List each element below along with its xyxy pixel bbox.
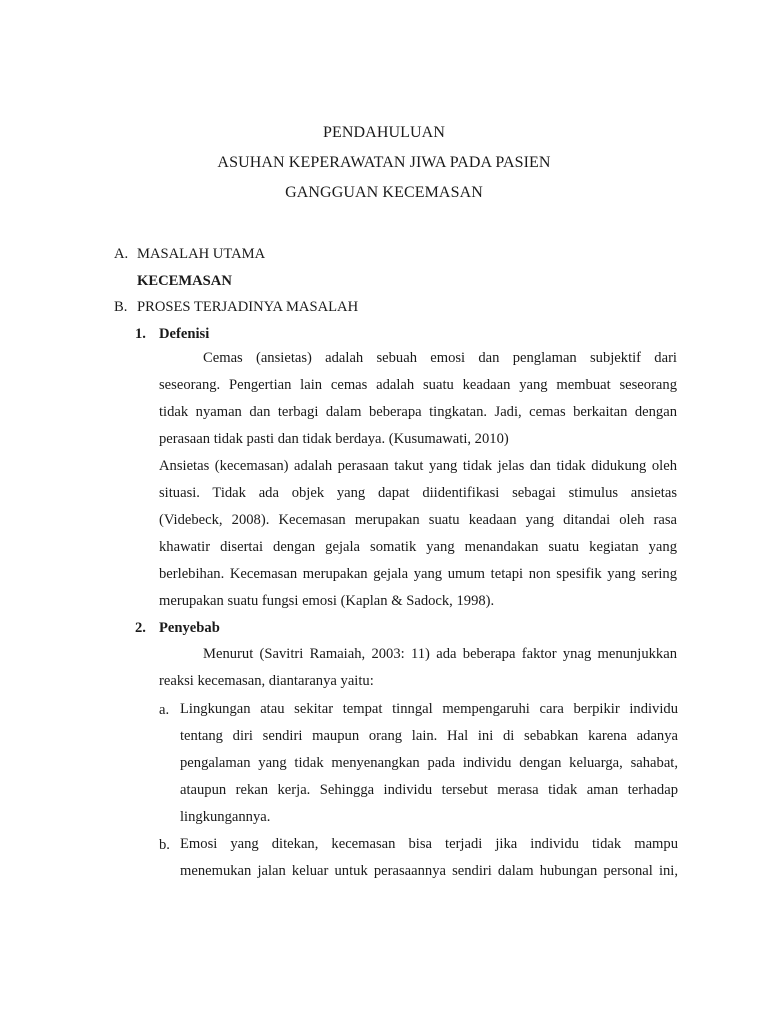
title-line-3: GANGGUAN KECEMASAN [285, 184, 483, 201]
sub-item-a-marker: a. [159, 702, 170, 718]
cause-intro-paragraph [159, 641, 677, 695]
item-2-marker: 2. [135, 620, 146, 636]
paragraph-line: seseorang. Pengertian lain cemas adalah suatu keadaan yang membuat seseorang [159, 377, 677, 393]
paragraph-line: menemukan jalan keluar untuk perasaannya sendiri dalam hubungan personal ini, [180, 863, 678, 879]
paragraph-line: Emosi yang ditekan, kecemasan bisa terjadi jika individu tidak mampu [180, 836, 678, 852]
paragraph-line: perasaan tidak pasti dan tidak berdaya. (Kusumawati, 2010) [159, 431, 509, 447]
paragraph-line: situasi. Tidak ada objek yang dapat diidentifikasi sebagai stimulus ansietas [159, 485, 677, 501]
paragraph-line: Menurut (Savitri Ramaiah, 2003: 11) ada beberapa faktor ynag menunjukkan [203, 646, 677, 662]
paragraph-line: Ansietas (kecemasan) adalah perasaan takut yang tidak jelas dan tidak didukung oleh [159, 458, 677, 474]
paragraph-line: berlebihan. Kecemasan merupakan gejala yang umum tetapi non spesifik yang sering [159, 566, 677, 582]
paragraph-line: tidak nyaman dan terbagi dalam beberapa tingkatan. Jadi, cemas berkaitan dengan [159, 404, 677, 420]
document-title [0, 118, 768, 208]
paragraph-line: (Videbeck, 2008). Kecemasan merupakan suatu keadaan yang ditandai oleh rasa [159, 512, 677, 528]
item-2-heading: Penyebab [159, 620, 220, 636]
title-line-1: PENDAHULUAN [323, 124, 445, 141]
paragraph-line: merupakan suatu fungsi emosi (Kaplan & Sadock, 1998). [159, 593, 495, 609]
paragraph-line: lingkungannya. [180, 809, 271, 825]
sub-item-b-marker: b. [159, 837, 170, 853]
paragraph-line: khawatir disertai dengan gejala somatik yang menandakan suatu kegiatan yang [159, 539, 677, 555]
section-a-heading: MASALAH UTAMA [137, 246, 266, 262]
paragraph-line: Lingkungan atau sekitar tempat tinngal mempengaruhi cara berpikir individu [180, 701, 678, 717]
item-1-heading: Defenisi [159, 326, 210, 342]
section-b-marker: B. [114, 299, 128, 315]
paragraph-line: Cemas (ansietas) adalah sebuah emosi dan penglaman subjektif dari [203, 350, 677, 366]
sub-item-b-text [180, 831, 678, 885]
paragraph-line: ataupun rekan kerja. Sehingga individu tersebut merasa tidak aman terhadap [180, 782, 678, 798]
title-line-2: ASUHAN KEPERAWATAN JIWA PADA PASIEN [217, 154, 551, 171]
paragraph-line: pengalaman yang tidak menyenangkan pada individu dengan keluarga, sahabat, [180, 755, 678, 771]
section-b-heading: PROSES TERJADINYA MASALAH [137, 299, 359, 315]
definition-paragraph-1 [159, 345, 677, 453]
paragraph-line: reaksi kecemasan, diantaranya yaitu: [159, 673, 374, 689]
paragraph-line: tentang diri sendiri maupun orang lain. Hal ini di sebabkan karena adanya [180, 728, 678, 744]
section-a-subheading: KECEMASAN [137, 273, 232, 289]
definition-paragraph-2 [159, 453, 677, 615]
section-a-marker: A. [114, 246, 129, 262]
item-1-marker: 1. [135, 326, 146, 342]
sub-item-a-text [180, 696, 678, 831]
